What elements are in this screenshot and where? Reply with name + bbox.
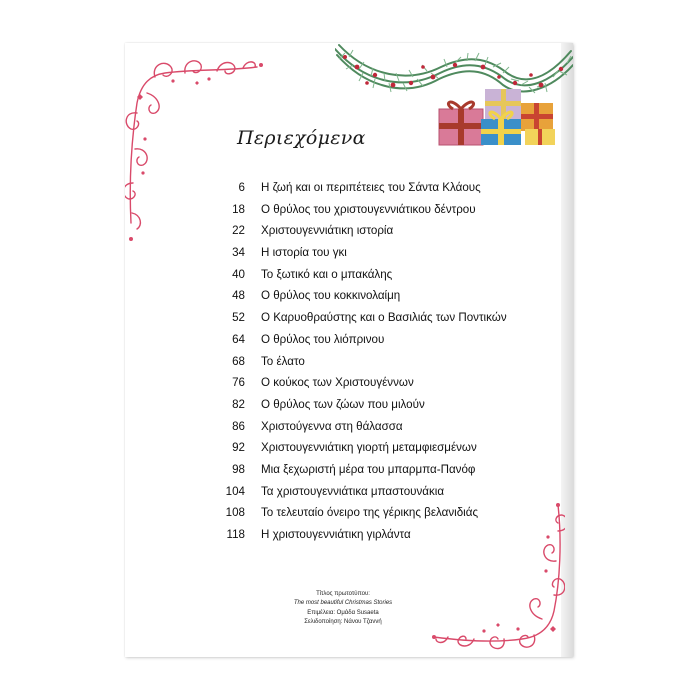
toc-entry-title: Μια ξεχωριστή μέρα του μπαρμπα-Πανόφ bbox=[261, 462, 476, 476]
toc-entry bbox=[125, 372, 561, 394]
toc-page-number: 98 bbox=[232, 462, 245, 476]
toc-page-number: 34 bbox=[232, 246, 245, 260]
toc-page-number: 22 bbox=[232, 224, 245, 238]
toc-entry bbox=[125, 177, 561, 199]
toc-entry-title: Το έλατο bbox=[261, 354, 305, 368]
toc-page-number: 118 bbox=[226, 528, 245, 541]
toc-page-number: 82 bbox=[232, 397, 245, 411]
toc-entry bbox=[125, 199, 561, 221]
swirl-ornament-bottom-right-icon bbox=[430, 501, 565, 651]
toc-page-number: 6 bbox=[238, 181, 245, 194]
toc-entry-title: Η ιστορία του γκι bbox=[261, 246, 347, 260]
toc-entry-title: Χριστουγεννιάτικη ιστορία bbox=[261, 224, 394, 238]
credits-layout: Σελιδοποίηση: Νάνου Τζαννή bbox=[304, 618, 382, 625]
toc-page-number: 18 bbox=[232, 202, 245, 216]
toc-entry bbox=[125, 394, 561, 416]
toc-entry bbox=[125, 481, 561, 503]
toc-page-number: 64 bbox=[232, 332, 245, 346]
toc-entry bbox=[125, 437, 561, 459]
book-page bbox=[125, 43, 573, 657]
toc-entry bbox=[125, 416, 561, 438]
toc-entry-title: Τα χριστουγεννιάτικα μπαστουνάκια bbox=[261, 484, 445, 498]
toc-entry bbox=[125, 220, 561, 242]
toc-entry-title: Ο θρύλος των ζώων που μιλούν bbox=[261, 397, 425, 411]
toc-entry-title: Χριστουγεννιάτικη γιορτή μεταμφιεσμένων bbox=[261, 441, 477, 455]
toc-entry bbox=[125, 351, 561, 373]
toc-page-number: 68 bbox=[232, 354, 245, 368]
toc-page-number: 86 bbox=[232, 419, 245, 433]
toc-entry bbox=[125, 307, 561, 329]
toc-page-number: 108 bbox=[225, 506, 245, 520]
toc-entry-title: Ο κούκος των Χριστουγέννων bbox=[261, 376, 414, 390]
toc-entry bbox=[125, 285, 561, 307]
toc-entry-title: Το τελευταίο όνειρο της γέρικης βελανιδιάς bbox=[261, 506, 479, 520]
christmas-garland-with-gifts-icon bbox=[335, 43, 573, 158]
toc-entry-title: Ο θρύλος του κοκκινολαίμη bbox=[261, 289, 401, 303]
credits-original-title-label: Τίτλος πρωτοτύπου: bbox=[316, 591, 370, 597]
table-of-contents bbox=[125, 177, 561, 546]
toc-page-number: 52 bbox=[232, 311, 245, 325]
toc-entry-title: Η ζωή και οι περιπέτειες του Σάντα Κλάους bbox=[261, 181, 481, 194]
toc-entry bbox=[125, 329, 561, 351]
toc-page-number: 76 bbox=[232, 376, 245, 390]
toc-entry-title: Ο Καρυοθραύστης και ο Βασιλιάς των Ποντικών bbox=[261, 311, 507, 325]
toc-entry-title: Χριστούγεννα στη θάλασσα bbox=[261, 419, 403, 433]
credits-original-title: The most beautiful Christmas Stories bbox=[293, 600, 393, 607]
credits-editing: Επιμέλεια: Ομάδα Susaeta bbox=[307, 609, 379, 616]
page-title: Περιεχόμενα bbox=[237, 127, 366, 149]
toc-page-number: 40 bbox=[232, 267, 245, 281]
toc-page-number: 104 bbox=[225, 484, 245, 498]
toc-entry bbox=[125, 459, 561, 481]
toc-page-number: 48 bbox=[232, 289, 245, 303]
toc-entry bbox=[125, 264, 561, 286]
toc-page-number: 92 bbox=[232, 441, 245, 455]
toc-entry-title: Ο θρύλος του χριστουγεννιάτικου δέντρου bbox=[261, 202, 476, 216]
toc-entry-title: Η χριστουγεννιάτικη γιρλάντα bbox=[261, 528, 411, 541]
toc-entry-title: Ο θρύλος του λιόπρινου bbox=[261, 332, 385, 346]
toc-entry-title: Το ξωτικό και ο μπακάλης bbox=[261, 267, 393, 281]
toc-entry bbox=[125, 242, 561, 264]
